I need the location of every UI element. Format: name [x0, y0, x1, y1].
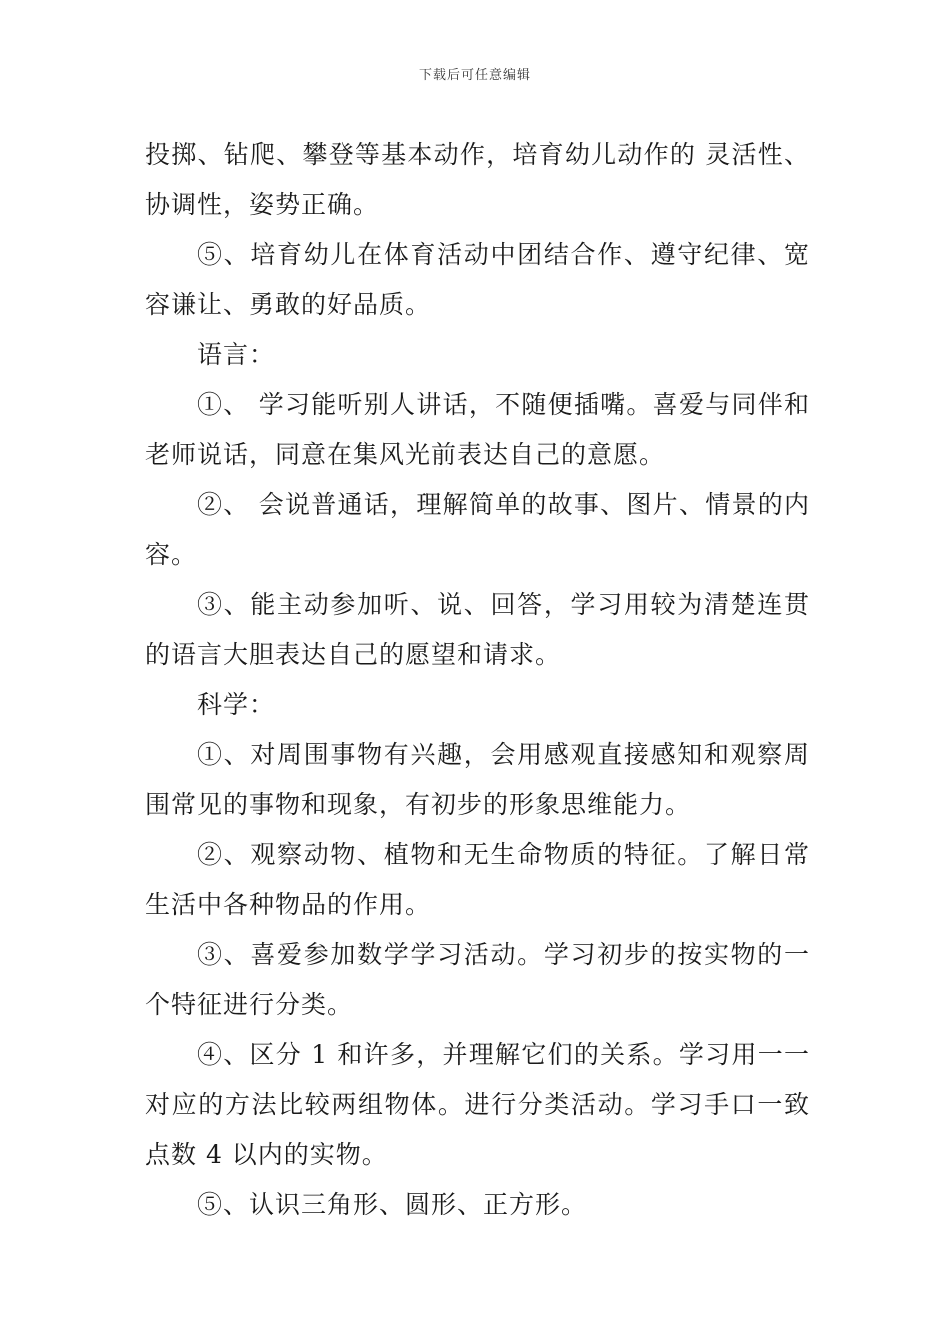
paragraph-motor-skills-continued: 投掷、钻爬、攀登等基本动作，培育幼儿动作的 灵活性、协调性，姿势正确。 — [145, 140, 810, 219]
paragraph-language-3: ③、能主动参加听、说、回答，学习用较为清楚连贯的语言大胆表达自己的愿望和请求。 — [145, 590, 810, 669]
paragraph-science-5: ⑤、认识三角形、圆形、正方形。 — [197, 1190, 588, 1219]
paragraph-science-3: ③、喜爱参加数学学习活动。学习初步的按实物的一个特征进行分类。 — [145, 940, 810, 1019]
paragraph-language-2: ②、 会说普通话，理解简单的故事、图片、情景的内容。 — [145, 490, 810, 569]
document-body — [145, 130, 810, 1230]
section-heading-language: 语言： — [197, 340, 276, 369]
paragraph-pe-qualities: ⑤、培育幼儿在体育活动中团结合作、遵守纪律、宽容谦让、勇敢的好品质。 — [145, 240, 810, 319]
page-header-note: 下载后可任意编辑 — [418, 68, 531, 83]
paragraph-science-2: ②、观察动物、植物和无生命物质的特征。了解日常生活中各种物品的作用。 — [145, 840, 810, 919]
paragraph-science-4: ④、区分 1 和许多，并理解它们的关系。学习用一一对应的方法比较两组物体。进行分类活动。学习手口一致点数 4 以内的实物。 — [145, 1040, 810, 1169]
paragraph-language-1: ①、 学习能听别人讲话，不随便插嘴。喜爱与同伴和老师说话，同意在集风光前表达自己的意愿。 — [145, 390, 810, 469]
section-heading-science: 科学： — [197, 690, 276, 719]
paragraph-science-1: ①、对周围事物有兴趣，会用感观直接感知和观察周围常见的事物和现象，有初步的形象思维能力。 — [145, 740, 810, 819]
